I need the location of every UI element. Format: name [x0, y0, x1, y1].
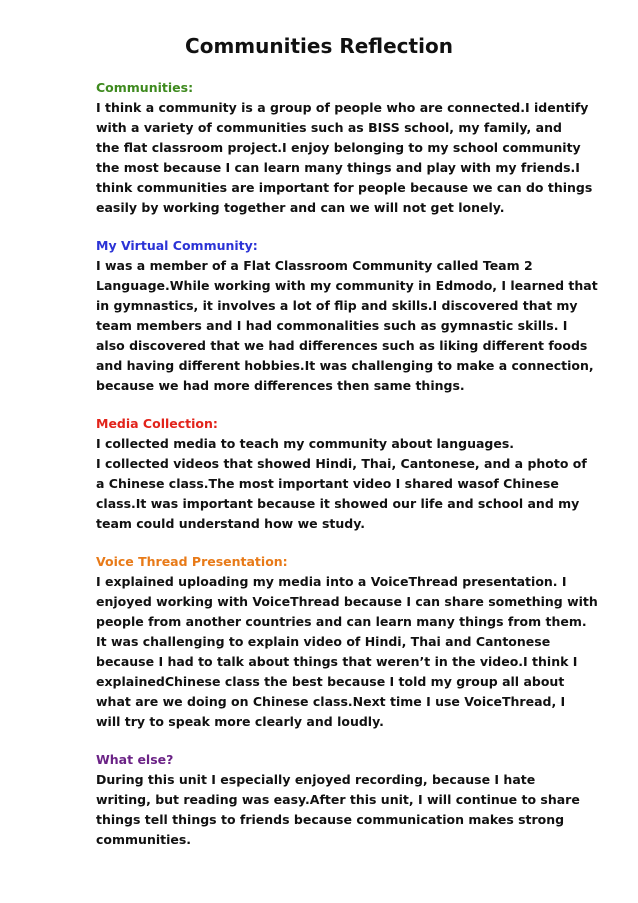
- paragraph-line: and having different hobbies.It was challenging to make a connection,: [96, 358, 594, 373]
- section-voice-thread-presentation: [96, 552, 598, 732]
- paragraph-line: the most because I can learn many things and play with my friends.I: [96, 160, 580, 175]
- section-what-else: [96, 750, 580, 850]
- paragraph-line: I collected videos that showed Hindi, Thai, Cantonese, and a photo of: [96, 456, 587, 471]
- section-heading: Voice Thread Presentation:: [96, 554, 288, 569]
- paragraph-line: things tell things to friends because communication makes strong: [96, 812, 565, 827]
- paragraph-line: the flat classroom project.I enjoy belonging to my school community: [96, 140, 581, 155]
- paragraph-line: think communities are important for people because we can do things: [96, 180, 593, 195]
- paragraph-line: enjoyed working with VoiceThread because I can share something with: [96, 594, 598, 609]
- paragraph-line: people from another countries and can learn many things from them.: [96, 614, 587, 629]
- paragraph-line: I collected media to teach my community about languages.: [96, 436, 515, 451]
- section-heading: What else?: [96, 752, 174, 767]
- paragraph-line: in gymnastics, it involves a lot of flip and skills.I discovered that my: [96, 298, 578, 313]
- paragraph-line: will try to speak more clearly and loudly.: [96, 714, 384, 729]
- section-media-collection: [96, 414, 587, 534]
- paragraph-line: because I had to talk about things that weren’t in the video.I think I: [96, 654, 578, 669]
- paragraph-line: communities.: [96, 832, 192, 847]
- paragraph-line: I was a member of a Flat Classroom Community called Team 2: [96, 258, 533, 273]
- paragraph-line: easily by working together and can we will not get lonely.: [96, 200, 505, 215]
- paragraph-line: team could understand how we study.: [96, 516, 365, 531]
- page-title: Communities Reflection: [185, 34, 453, 58]
- paragraph-line: Language.While working with my community in Edmodo, I learned that: [96, 278, 598, 293]
- paragraph-line: what are we doing on Chinese class.Next time I use VoiceThread, I: [96, 694, 566, 709]
- paragraph-line: I explained uploading my media into a VoiceThread presentation. I: [96, 574, 567, 589]
- paragraph-line: with a variety of communities such as BISS school, my family, and: [96, 120, 562, 135]
- document-body: [96, 78, 598, 868]
- section-heading: Media Collection:: [96, 416, 218, 431]
- paragraph-line: also discovered that we had differences such as liking different foods: [96, 338, 588, 353]
- section-heading: My Virtual Community:: [96, 238, 258, 253]
- paragraph-line: writing, but reading was easy.After this unit, I will continue to share: [96, 792, 580, 807]
- paragraph-line: I think a community is a group of people who are connected.I identify: [96, 100, 589, 115]
- paragraph-line: team members and I had commonalities such as gymnastic skills. I: [96, 318, 568, 333]
- section-heading: Communities:: [96, 80, 194, 95]
- paragraph-line: a Chinese class.The most important video I shared wasof Chinese: [96, 476, 559, 491]
- paragraph-line: It was challenging to explain video of Hindi, Thai and Cantonese: [96, 634, 551, 649]
- paragraph-line: class.It was important because it showed our life and school and my: [96, 496, 580, 511]
- section-my-virtual-community: [96, 236, 598, 396]
- paragraph-line: explainedChinese class the best because I told my group all about: [96, 674, 565, 689]
- paragraph-line: During this unit I especially enjoyed recording, because I hate: [96, 772, 536, 787]
- paragraph-line: because we had more differences then same things.: [96, 378, 465, 393]
- section-communities: [96, 78, 593, 218]
